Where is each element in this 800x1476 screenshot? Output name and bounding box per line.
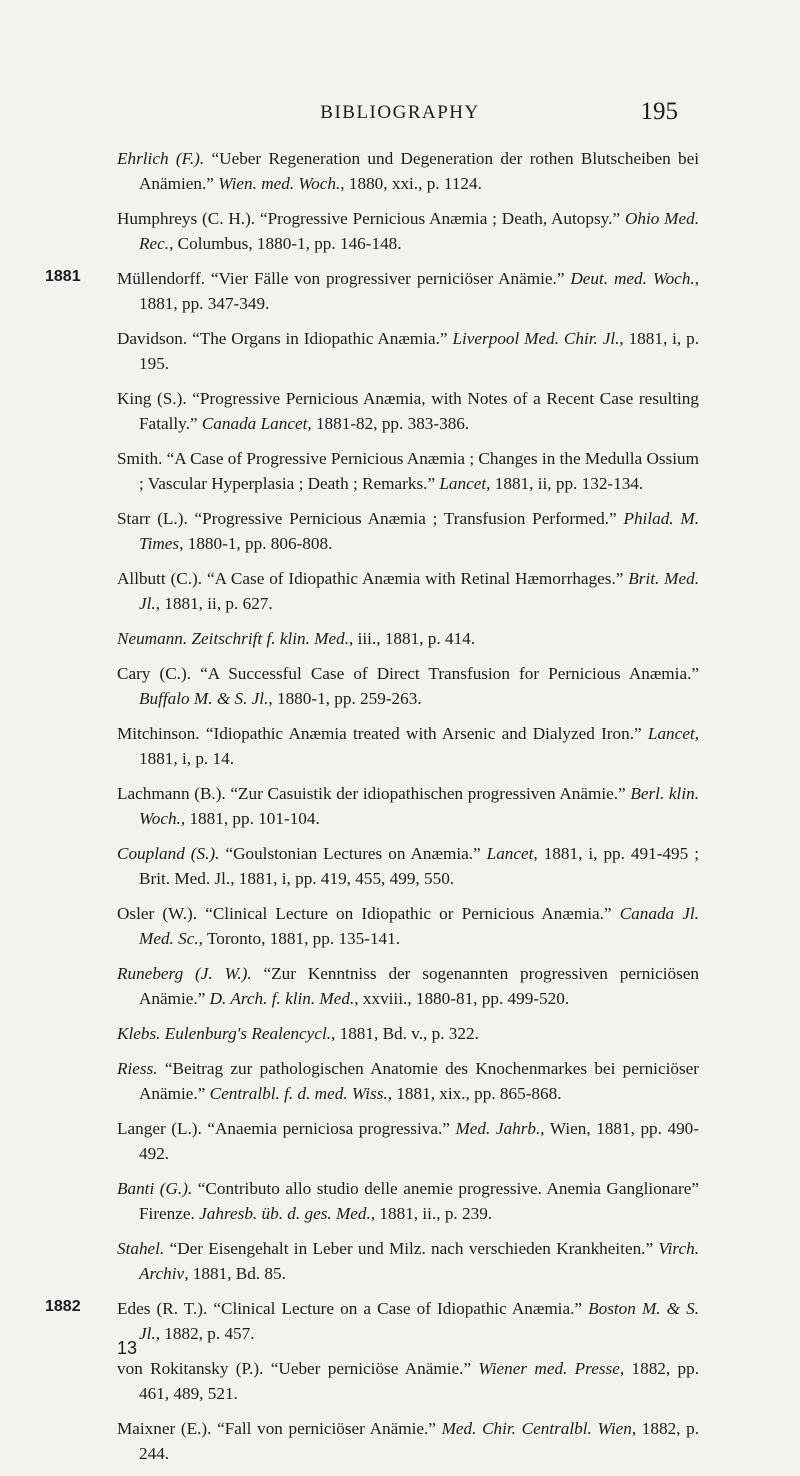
year-label: 1881 — [45, 268, 81, 285]
bibliography-entry — [117, 841, 699, 891]
entry-details: , 1881, Bd. v., p. 322. — [331, 1024, 479, 1043]
entry-title: “The Organs in Idiopathic Anæmia.” — [192, 329, 453, 348]
entry-author: Ehrlich — [117, 149, 169, 168]
entry-journal: Wien. med. Woch. — [218, 174, 341, 193]
entry-title: “A Successful Case of Direct Transfusion for Pernicious Anæmia.” — [200, 664, 699, 683]
entry-journal: Zeitschrift f. klin. Med. — [191, 629, 350, 648]
entry-journal: Wiener med. Presse — [478, 1359, 620, 1378]
year-group — [0, 1296, 800, 1466]
entry-author: King (S.). — [117, 389, 193, 408]
entry-title: “Vier Fälle von progressiver perniciöser Anämie.” — [210, 269, 571, 288]
entry-journal: Berl. klin. Woch. — [139, 784, 700, 828]
entry-journal: Med. Chir. Centralbl. Wien — [441, 1419, 632, 1438]
entry-title: “Clinical Lecture on Idiopathic or Pernicious Anæmia.” — [205, 904, 620, 923]
entry-details: , Wien, 1881, pp. 490-492. — [139, 1119, 700, 1163]
entry-details: , 1881, i, p. 195. — [139, 329, 699, 373]
entry-journal: Jahresb. üb. d. ges. Med. — [199, 1204, 371, 1223]
entry-details: , 1881, i, p. 14. — [139, 724, 699, 768]
entry-journal: Liverpool Med. Chir. Jl. — [452, 329, 620, 348]
bibliography-entry — [117, 386, 699, 436]
entry-title: “Goulstonian Lectures on Anæmia.” — [225, 844, 487, 863]
entry-title: “A Case of Idiopathic Anæmia with Retinal Hæmorrhages.” — [206, 569, 629, 588]
entry-author: Humphreys (C. H.). — [117, 209, 260, 228]
entry-author: Langer (L.). — [117, 1119, 208, 1138]
entry-journal: Eulenburg's Realencycl. — [164, 1024, 332, 1043]
bibliography-entry — [117, 1296, 699, 1346]
entry-journal: Buffalo M. & S. Jl. — [139, 689, 269, 708]
entry-journal: Canada Lancet — [201, 414, 308, 433]
entry-initial: (J. W.). — [183, 964, 264, 983]
entry-journal: Lancet — [647, 724, 695, 743]
entry-journal: D. Arch. f. klin. Med. — [209, 989, 355, 1008]
entry-title: “Progressive Pernicious Anæmia ; Death, Autopsy.” — [259, 209, 625, 228]
bibliography-entry — [117, 506, 699, 556]
entry-title: “Ueber Regeneration und Degeneration der rothen Blutscheiben bei Anämien.” — [139, 149, 699, 193]
entry-author: Mitchinson. — [117, 724, 206, 743]
bibliography-entry — [117, 626, 699, 651]
bibliography-entry — [117, 206, 699, 256]
signature-mark: 13 — [117, 1338, 138, 1358]
entry-author: von Rokitansky (P.). — [117, 1359, 271, 1378]
entry-author: Smith. — [117, 449, 167, 468]
entry-author: Riess. — [117, 1059, 165, 1078]
bibliography-entry — [117, 781, 699, 831]
entry-details: , 1881, ii, p. 627. — [155, 594, 273, 613]
entry-journal: Canada Jl. Med. Sc. — [139, 904, 699, 948]
entry-author: Müllendorff. — [117, 269, 211, 288]
entry-details: , 1880-1, pp. 259-263. — [268, 689, 422, 708]
entry-author: Davidson. — [117, 329, 193, 348]
bibliography-entry — [117, 961, 699, 1011]
entry-journal: Philad. M. Times — [139, 509, 699, 553]
entry-journal: Ohio Med. Rec. — [139, 209, 699, 253]
entry-details: , 1881, xix., pp. 865-868. — [387, 1084, 562, 1103]
entry-details: , 1880, xxi., p. 1124. — [340, 174, 482, 193]
bibliography-entry — [117, 1356, 699, 1406]
entry-author: Cary (C.). — [117, 664, 201, 683]
bibliography-entry — [117, 721, 699, 771]
entry-author: Edes (R. T.). — [117, 1299, 214, 1318]
bibliography-entry — [117, 1176, 699, 1226]
entry-title: “Progressive Pernicious Anæmia ; Transfusion Performed.” — [194, 509, 624, 528]
entry-author: Maixner (E.). — [117, 1419, 218, 1438]
bibliography-entry — [117, 1021, 699, 1046]
entry-details: , 1882, pp. 461, 489, 521. — [139, 1359, 699, 1403]
entry-details: , 1881-82, pp. 383-386. — [307, 414, 470, 433]
entry-details: , 1882, p. 457. — [155, 1324, 255, 1343]
bibliography-entry — [117, 1056, 699, 1106]
entry-journal: Boston M. & S. Jl. — [139, 1299, 700, 1343]
entry-author: Coupland — [117, 844, 185, 863]
entry-initial: (G.). — [154, 1179, 198, 1198]
year-group — [0, 266, 800, 1286]
entry-details: , Toronto, 1881, pp. 135-141. — [198, 929, 401, 948]
entry-details: , iii., 1881, p. 414. — [349, 629, 476, 648]
entry-author: Lachmann (B.). — [117, 784, 231, 803]
entry-title: “Idiopathic Anæmia treated with Arsenic and Dialyzed Iron.” — [205, 724, 648, 743]
entry-title: “Contributo allo studio delle anemie progressive. Anemia Ganglionare” Firenze. — [139, 1179, 699, 1223]
page-header — [0, 98, 800, 138]
entry-author: Stahel. — [117, 1239, 170, 1258]
bibliography-entry — [117, 901, 699, 951]
bibliography-entry — [117, 566, 699, 616]
entry-details: , 1880-1, pp. 806-808. — [179, 534, 333, 553]
entry-details: , 1881, ii., p. 239. — [370, 1204, 493, 1223]
entry-author: Starr (L.). — [117, 509, 195, 528]
bibliography-entry — [117, 1116, 699, 1166]
entry-author: Allbutt (C.). — [117, 569, 207, 588]
entry-journal: Centralbl. f. d. med. Wiss. — [209, 1084, 388, 1103]
entry-author: Neumann. — [117, 629, 192, 648]
bibliography-entry — [117, 326, 699, 376]
running-title: BIBLIOGRAPHY — [320, 102, 480, 123]
entry-details: , 1881, ii, pp. 132-134. — [486, 474, 644, 493]
entry-journal: Virch. Archiv — [139, 1239, 699, 1283]
entry-journal: Lancet — [439, 474, 487, 493]
entry-journal: Deut. med. Woch. — [570, 269, 695, 288]
entry-title: “Fall von perniciöser Anämie.” — [217, 1419, 442, 1438]
entry-author: Osler (W.). — [117, 904, 206, 923]
entry-title: “Ueber perniciöse Anämie.” — [270, 1359, 479, 1378]
entry-initial: (F.). — [168, 149, 212, 168]
entry-journal: Brit. Med. Jl. — [139, 569, 699, 613]
entry-title: “Progressive Pernicious Anæmia, with Notes of a Recent Case resulting Fatally.” — [139, 389, 699, 433]
entry-details: , 1881, pp. 347-349. — [139, 269, 700, 313]
entry-details: , 1881, pp. 101-104. — [180, 809, 320, 828]
page-number: 195 — [640, 98, 678, 125]
entry-details: , 1882, p. 244. — [139, 1419, 700, 1463]
bibliography-entry — [117, 1416, 699, 1466]
entry-author: Banti — [117, 1179, 155, 1198]
bibliography-entry — [117, 446, 699, 496]
entry-author: Runeberg — [117, 964, 184, 983]
entry-title: “Zur Casuistik der idiopathischen progressiven Anämie.” — [230, 784, 631, 803]
bibliography-entry — [117, 661, 699, 711]
entry-details: , Columbus, 1880-1, pp. 146-148. — [169, 234, 402, 253]
entry-journal: Med. Jahrb. — [455, 1119, 541, 1138]
entry-details: , 1881, Bd. 85. — [184, 1264, 286, 1283]
entry-initial: (S.). — [184, 844, 226, 863]
entry-details: , xxviii., 1880-81, pp. 499-520. — [354, 989, 570, 1008]
entry-title: “Clinical Lecture on a Case of Idiopathic Anæmia.” — [213, 1299, 589, 1318]
entry-title: “Der Eisengehalt in Leber und Milz. nach verschieden Krankheiten.” — [169, 1239, 659, 1258]
entry-details: , 1881, i, pp. 491-495 ; Brit. Med. Jl., 1881, i, pp. 419, 455, 499, 550. — [139, 844, 699, 888]
entry-title: “Beitrag zur pathologischen Anatomie des Knochenmarkes bei perniciöser Anämie.” — [139, 1059, 699, 1103]
entry-title: “A Case of Progressive Pernicious Anæmia ; Changes in the Medulla Ossium ; Vascular Hyperplasia ; Death ; Remarks.” — [139, 449, 699, 493]
entry-author: Klebs. — [117, 1024, 165, 1043]
year-label: 1882 — [45, 1298, 81, 1315]
year-group — [0, 146, 800, 256]
bibliography-entry — [117, 266, 699, 316]
bibliography-list — [0, 146, 800, 1476]
entry-title: “Anaemia perniciosa progressiva.” — [207, 1119, 456, 1138]
entry-journal: Lancet — [486, 844, 534, 863]
bibliography-entry — [117, 146, 699, 196]
entry-title: “Zur Kenntniss der sogenannten progressiven perniciösen Anämie.” — [139, 964, 699, 1008]
bibliography-entry — [117, 1236, 699, 1286]
